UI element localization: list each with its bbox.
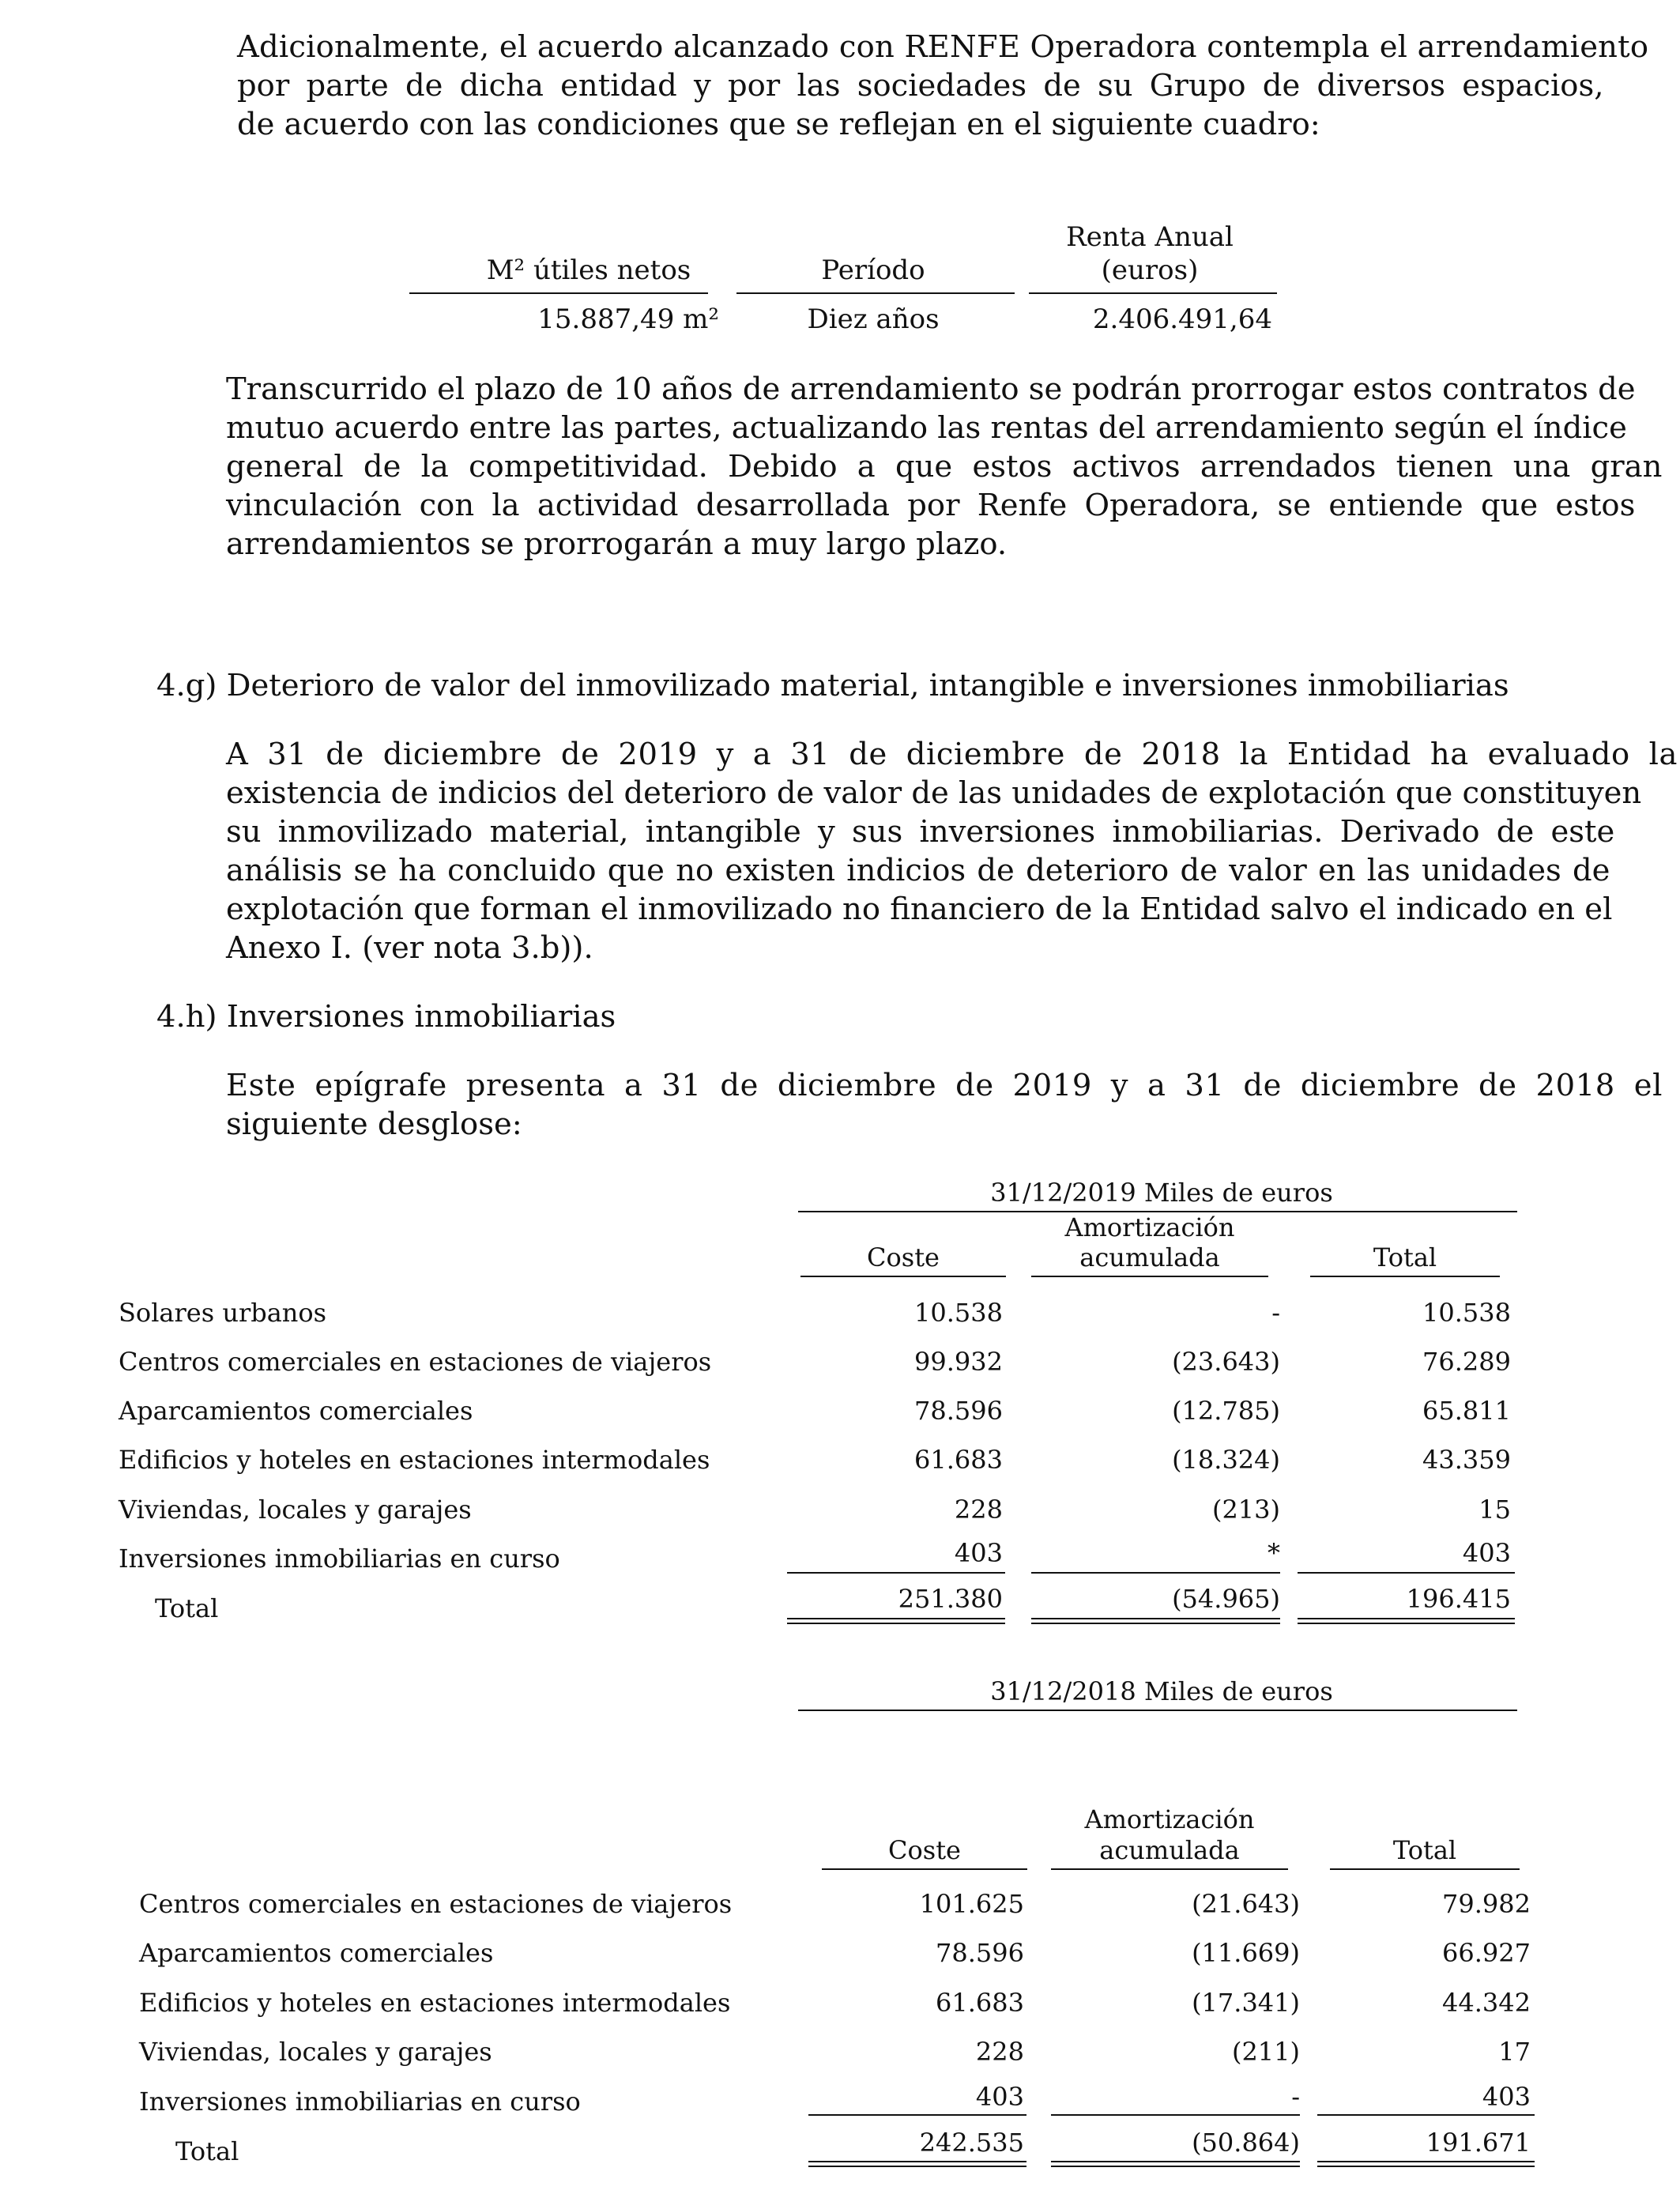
table-2019-col-amort-2: acumulada <box>1079 1242 1220 1272</box>
row-total: 66.927 <box>1442 1938 1531 1968</box>
row-coste: 228 <box>975 2037 1024 2067</box>
lease-header-rule <box>736 292 1015 294</box>
table-2018-col-amort: Amortización <box>1084 1804 1255 1834</box>
row-label: Solares urbanos <box>119 1298 327 1328</box>
section-g-paragraph <box>226 735 1678 967</box>
row-total: 65.811 <box>1422 1396 1511 1426</box>
row-label: Inversiones inmobiliarias en curso <box>119 1544 560 1574</box>
row-total: 43.359 <box>1422 1445 1511 1475</box>
row-total: 79.982 <box>1442 1889 1531 1919</box>
lease-header-rule <box>409 292 708 294</box>
table-2019-total-double-rule <box>1031 1618 1280 1624</box>
row-total: 403 <box>1462 1538 1511 1568</box>
section-g-line: análisis se ha concluido que no existen indicios de deterioro de valor en las unidades de <box>226 853 1610 888</box>
lease-cell-period: Diez años <box>807 303 940 335</box>
lease-header-rent: Renta Anual <box>1066 221 1234 253</box>
row-total: 17 <box>1498 2037 1531 2067</box>
row-total: 76.289 <box>1422 1347 1511 1377</box>
row-label: Edificios y hoteles en estaciones intermodales <box>119 1445 710 1475</box>
row-amort: (23.643) <box>1172 1347 1280 1377</box>
table-2018-title-rule <box>798 1710 1517 1711</box>
lease-header-area: M² útiles netos <box>486 254 691 286</box>
row-total: 403 <box>1482 2082 1531 2112</box>
table-2019-col-amort: Amortización <box>1064 1212 1235 1242</box>
table-2018-subtotal-rule <box>1317 2114 1535 2116</box>
table-2019-col-coste: Coste <box>867 1242 940 1272</box>
section-g-line: Anexo I. (ver nota 3.b)). <box>226 930 593 966</box>
row-label: Edificios y hoteles en estaciones intermodales <box>139 1988 731 2018</box>
section-g-line: explotación que forman el inmovilizado no financiero de la Entidad salvo el indicado en el <box>226 892 1613 927</box>
lease-header-rule <box>1029 292 1277 294</box>
lease-paragraph <box>226 370 1663 564</box>
table-2019-header-rule <box>1031 1276 1268 1277</box>
row-amort: * <box>1268 1538 1280 1568</box>
section-h-line: siguiente desglose: <box>226 1106 522 1142</box>
section-g-line: su inmovilizado material, intangible y sus inversiones inmobiliarias. Derivado de este <box>226 814 1615 850</box>
row-label: Centros comerciales en estaciones de viajeros <box>139 1889 733 1919</box>
intro-line: Adicionalmente, el acuerdo alcanzado con RENFE Operadora contempla el arrendamiento <box>237 29 1649 65</box>
total-label: Total <box>175 2136 239 2166</box>
table-2019-title: 31/12/2019 Miles de euros <box>990 1178 1333 1208</box>
table-2018-total-double-rule <box>808 2161 1026 2167</box>
lease-header-period: Período <box>821 254 925 286</box>
lease-line: mutuo acuerdo entre las partes, actualizando las rentas del arrendamiento según el índice <box>226 410 1627 446</box>
row-total: 10.538 <box>1422 1298 1511 1328</box>
row-coste: 99.932 <box>914 1347 1003 1377</box>
table-2019-subtotal-rule <box>787 1572 1005 1574</box>
row-coste: 101.625 <box>919 1889 1024 1919</box>
row-coste: 403 <box>954 1538 1003 1568</box>
lease-cell-area: 15.887,49 m² <box>537 303 719 335</box>
row-total: 15 <box>1478 1495 1511 1525</box>
section-g-line: existencia de indicios del deterioro de valor de las unidades de explotación que constituyen <box>226 775 1642 811</box>
table-2018-subtotal-rule <box>1051 2114 1300 2116</box>
row-coste: 78.596 <box>936 1938 1024 1968</box>
total-coste: 242.535 <box>919 2128 1024 2158</box>
row-amort: (213) <box>1211 1495 1280 1525</box>
row-label: Aparcamientos comerciales <box>139 1938 494 1968</box>
lease-header-rent-unit: (euros) <box>1101 254 1199 286</box>
section-g-line: A 31 de diciembre de 2019 y a 31 de diciembre de 2018 la Entidad ha evaluado la <box>226 737 1678 772</box>
row-amort: (12.785) <box>1172 1396 1280 1426</box>
row-total: 44.342 <box>1442 1988 1531 2018</box>
table-2018-total-double-rule <box>1317 2161 1535 2167</box>
table-2019-total-double-rule <box>787 1618 1005 1624</box>
intro-line: de acuerdo con las condiciones que se reflejan en el siguiente cuadro: <box>237 107 1320 142</box>
total-label: Total <box>155 1593 219 1623</box>
row-coste: 228 <box>954 1495 1003 1525</box>
row-coste: 403 <box>975 2082 1024 2112</box>
table-2018-header-rule <box>822 1868 1027 1870</box>
total-total: 196.415 <box>1406 1584 1511 1614</box>
section-h-paragraph <box>226 1066 1663 1144</box>
section-h-heading: 4.h) Inversiones inmobiliarias <box>156 999 616 1035</box>
table-2019-subtotal-rule <box>1298 1572 1515 1574</box>
row-label: Viviendas, locales y garajes <box>119 1495 472 1525</box>
intro-paragraph <box>237 28 1649 144</box>
lease-line: general de la competitividad. Debido a que estos activos arrendados tienen una gran <box>226 449 1663 484</box>
row-coste: 61.683 <box>914 1445 1003 1475</box>
table-2018-col-total: Total <box>1392 1835 1457 1865</box>
table-2019-col-total: Total <box>1373 1242 1437 1272</box>
table-2019-header-rule <box>1310 1276 1500 1277</box>
lease-line: arrendamientos se prorrogarán a muy largo plazo. <box>226 526 1008 562</box>
section-h-line: Este epígrafe presenta a 31 de diciembre de 2019 y a 31 de diciembre de 2018 el <box>226 1068 1663 1103</box>
table-2019-header-rule <box>800 1276 1006 1277</box>
row-label: Viviendas, locales y garajes <box>139 2037 492 2067</box>
lease-line: vinculación con la actividad desarrollada por Renfe Operadora, se entiende que estos <box>226 488 1636 523</box>
total-amort: (54.965) <box>1172 1584 1280 1614</box>
row-coste: 61.683 <box>936 1988 1024 2018</box>
row-coste: 78.596 <box>914 1396 1003 1426</box>
table-2018-header-rule <box>1330 1868 1520 1870</box>
table-2018-title: 31/12/2018 Miles de euros <box>990 1676 1333 1706</box>
total-total: 191.671 <box>1426 2128 1531 2158</box>
intro-line: por parte de dicha entidad y por las sociedades de su Grupo de diversos espacios, <box>237 68 1604 104</box>
row-amort: (18.324) <box>1172 1445 1280 1475</box>
section-g-heading: 4.g) Deterioro de valor del inmovilizado material, intangible e inversiones inmobiliarias <box>156 668 1509 703</box>
row-coste: 10.538 <box>914 1298 1003 1328</box>
row-amort: - <box>1291 2082 1300 2112</box>
table-2018-col-coste: Coste <box>888 1835 961 1865</box>
table-2019-subtotal-rule <box>1031 1572 1280 1574</box>
row-amort: - <box>1271 1298 1280 1328</box>
table-2018-col-amort-2: acumulada <box>1099 1835 1240 1865</box>
row-amort: (11.669) <box>1192 1938 1300 1968</box>
row-label: Aparcamientos comerciales <box>119 1396 473 1426</box>
total-coste: 251.380 <box>898 1584 1003 1614</box>
row-label: Inversiones inmobiliarias en curso <box>139 2087 581 2117</box>
row-amort: (17.341) <box>1192 1988 1300 2018</box>
row-amort: (21.643) <box>1192 1889 1300 1919</box>
table-2019-total-double-rule <box>1298 1618 1515 1624</box>
lease-cell-rent: 2.406.491,64 <box>1092 303 1272 335</box>
row-amort: (211) <box>1231 2037 1300 2067</box>
table-2018-subtotal-rule <box>808 2114 1026 2116</box>
row-label: Centros comerciales en estaciones de viajeros <box>119 1347 712 1377</box>
table-2018-total-double-rule <box>1051 2161 1300 2167</box>
lease-line: Transcurrido el plazo de 10 años de arrendamiento se podrán prorrogar estos contratos de <box>226 371 1636 407</box>
table-2018-header-rule <box>1051 1868 1288 1870</box>
total-amort: (50.864) <box>1192 2128 1300 2158</box>
